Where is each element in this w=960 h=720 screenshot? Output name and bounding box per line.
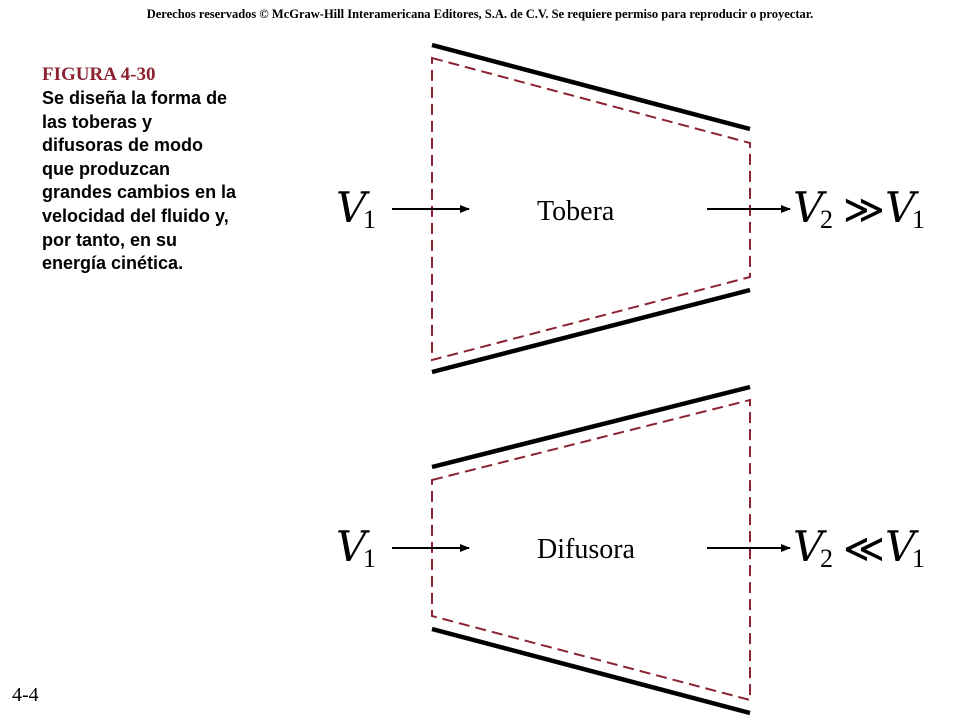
diffuser-outlet-velocity-symbol: V	[793, 522, 824, 571]
copyright-notice: Derechos reservados © McGraw-Hill Interamericana Editores, S.A. de C.V. Se requiere permiso para reproducir o proyectar.	[146, 7, 814, 21]
diffuser-bottom-wall	[432, 629, 750, 713]
caption-line: por tanto, en su	[42, 229, 177, 250]
nozzle-relation-symbol: ≫	[843, 187, 885, 232]
caption-line: que produzcan	[42, 158, 171, 179]
caption-line: las toberas y	[42, 111, 153, 132]
diffuser-top-wall	[432, 387, 750, 467]
diffuser-label: Difusora	[537, 534, 635, 565]
caption-line: grandes cambios en la	[42, 182, 237, 203]
caption-line: velocidad del fluido y,	[42, 205, 229, 226]
nozzle-diagram	[336, 45, 925, 372]
diffuser-compare-velocity-subscript: 1	[912, 544, 925, 573]
nozzle-outlet-velocity-subscript: 2	[820, 205, 833, 234]
nozzle-inlet-velocity-subscript: 1	[363, 205, 376, 234]
nozzle-outlet-velocity-symbol: V	[793, 183, 824, 232]
diffuser-diagram	[336, 387, 925, 713]
diffuser-inlet-velocity-subscript: 1	[363, 544, 376, 573]
nozzle-compare-velocity-subscript: 1	[912, 205, 925, 234]
nozzle-compare-velocity-symbol: V	[885, 183, 916, 232]
caption-line: Se diseña la forma de	[42, 88, 228, 108]
nozzle-bottom-wall	[432, 290, 750, 372]
nozzle-top-wall	[432, 45, 750, 129]
diffuser-outlet-velocity-subscript: 2	[820, 544, 833, 573]
diffuser-inlet-velocity-symbol: V	[336, 522, 367, 571]
slide-number: 4-4	[12, 684, 39, 706]
diffuser-compare-velocity-symbol: V	[885, 522, 916, 571]
caption-line: difusoras de modo	[42, 135, 204, 156]
diffuser-relation-symbol: ≪	[843, 526, 885, 571]
figure-title: FIGURA 4-30	[42, 64, 156, 85]
caption-line: energía cinética.	[42, 253, 184, 274]
nozzle-label: Tobera	[537, 196, 615, 227]
nozzle-inlet-velocity-symbol: V	[336, 183, 367, 232]
